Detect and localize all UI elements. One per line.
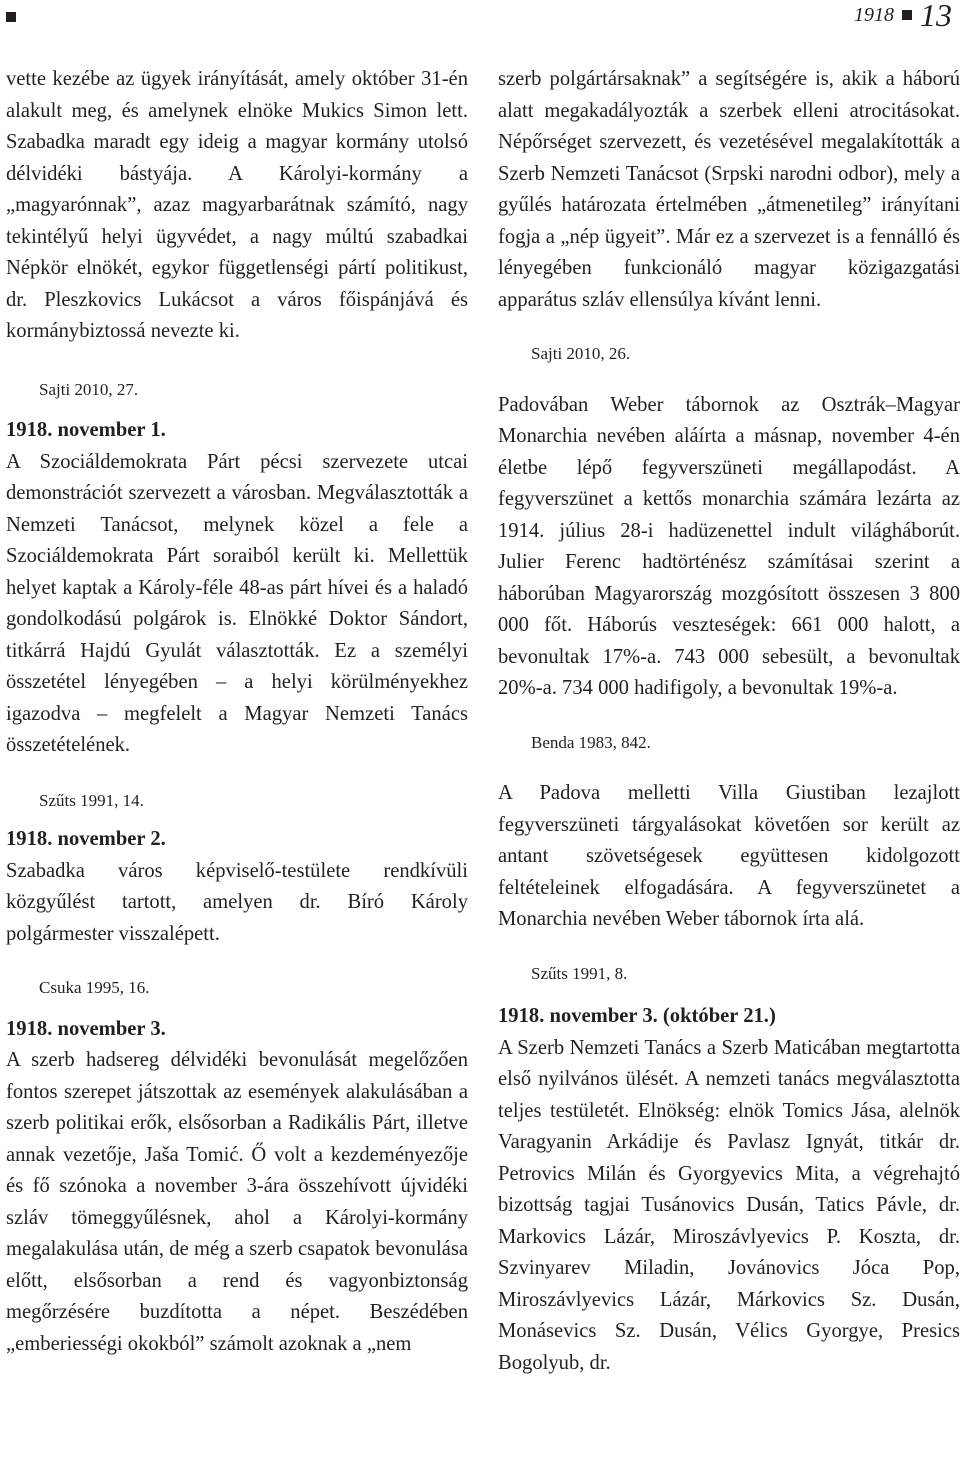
page-number: 13 xyxy=(920,0,952,33)
paragraph: A szerb hadsereg délvidéki bevonulását megelőzően fontos szerepet játszottak az események alakulásában a szerb politikai erők, elsősorban a Radikális Párt, illetve annak vezetője, Jaša Tomić. Ő volt a kezdeményezője és fő szónoka a november 3-ára összehívott újvidéki szláv tömeggyűlésnek, ahol a Károlyi-kormány megalakulása után, de még a szerb csapatok bevonulása előtt, elsősorban a rend és vagyonbiztonság megőrzésére buzdította a népet. Beszédében „emberiességi okokból” számolt azoknak a „nem xyxy=(6,1049,468,1355)
source-citation: Benda 1983, 842. xyxy=(531,732,651,752)
entry-date: 1918. november 3. (október 21.) xyxy=(498,1005,776,1027)
paragraph: A Szociáldemokrata Párt pécsi szervezete utcai demonstrációt szervezett a városban. Megválasztották a Nemzeti Tanácsot, melynek közel a fele a Szociáldemokrata Párt soraiból került ki. Mellettük helyet kaptak a Károly-féle 48-as párt hívei és a haladó gondolkodású polgárok is. Elnökké Doktor Sándort, titkárrá Hajdú Gyulát választották. Ez a személyi összetétel lényegében – a helyi körülményekhez igazodva – megfelelt a Magyar Nemzeti Tanács összetételének. xyxy=(6,450,468,756)
entry-date: 1918. november 2. xyxy=(6,828,166,850)
header-square-separator xyxy=(902,10,912,20)
paragraph: Szabadka város képviselő-testülete rendkívüli közgyűlést tartott, amelyen dr. Bíró Károly polgármester visszalépett. xyxy=(6,859,468,945)
entry-date: 1918. november 1. xyxy=(6,419,166,441)
source-citation: Sajti 2010, 27. xyxy=(39,379,139,399)
header-square-mark xyxy=(6,12,16,22)
paragraph: A Szerb Nemzeti Tanács a Szerb Maticában megtartotta első nyilvános ülését. A nemzeti tanács megválasztotta teljes testületét. Elnökség: elnök Tomics Jása, alelnök Varagyanin Arkádije és Pavlasz Ignyát, titkár dr. Petrovics Milán és Gyorgyevics Mita, a végrehajtó bizottság tagjai Tusánovics Dusán, Tatics Pávle, dr. Markovics Lázár, Miroszávlyevics P. Koszta, dr. Szvinyarev Miladin, Jovánovics Jóca Pop, Miroszávlyevics Lázár, Márkovics Sz. Dusán, Monásevics Sz. Dusán, Vélics Gyorgye, Presics Bogolyub, dr. xyxy=(498,1036,960,1374)
entry-date: 1918. november 3. xyxy=(6,1017,166,1040)
right-column xyxy=(498,64,960,1379)
paragraph: szerb polgártársaknak” a segítségére is, akik a háború alatt megakadályozták a szerbek elleni atrocitásokat. Népőrséget szervezett, és vezetésével megalakították a Szerb Nemzeti Tanácsot (Srpski narodni odbor), mely a gyűlés határozata értelmében „átmenetileg” irányítani fogja a „nép ügyeit”. Már ez a szervezet is a fennálló és lényegében funkcionáló magyar közigazgatási apparátus szláv ellensúlya kívánt lenni. xyxy=(498,68,960,311)
paragraph: A Padova melletti Villa Giustiban lezajlott fegyverszüneti tárgyalásokat követően sor került az antant szövetségesek együttesen kidolgozott feltételeinek elfogadására. A fegyverszünetet a Monarchia nevében Weber tábornok írta alá. xyxy=(498,782,960,930)
left-column xyxy=(6,64,468,1360)
source-citation: Sajti 2010, 26. xyxy=(531,344,631,363)
paragraph: vette kezébe az ügyek irányítását, amely október 31-én alakult meg, és amelynek elnöke Mukics Simon lett. Szabadka maradt egy ideig a magyar kormány utolsó délvidéki bástyája. A Károlyi-kormány a „magyarónnak”, azaz magyarbarátnak számító, nagy tekintélyű helyi ügyvédet, a nagy múltú szabadkai Népkör elnökét, egykor függetlenségi pártí politikust, dr. Pleszkovics Lukácsot a város főispánjává és kormánybiztossá nevezte ki. xyxy=(6,68,468,342)
source-citation: Csuka 1995, 16. xyxy=(39,978,150,997)
running-header xyxy=(854,0,952,33)
source-citation: Szűts 1991, 14. xyxy=(39,790,144,810)
source-citation: Szűts 1991, 8. xyxy=(531,963,628,983)
header-year: 1918 xyxy=(854,3,894,26)
paragraph: Padovában Weber tábornok az Osztrák–Magyar Monarchia nevében aláírta a másnap, november 4-én életbe lépő fegyverszüneti megállapodást. A fegyverszünet a kettős monarchia számára lezárta az 1914. július 28-i hadüzenettel indult világháborút. Julier Ferenc hadtörténész számításai szerint a háborúban Magyarország mozgósított összesen 3 800 000 főt. Háborús veszteségek: 661 000 halott, a bevonultak 17%-a. 743 000 sebesült, a bevonultak 20%-a. 734 000 hadifigoly, a bevonultak 19%-a. xyxy=(498,393,960,699)
